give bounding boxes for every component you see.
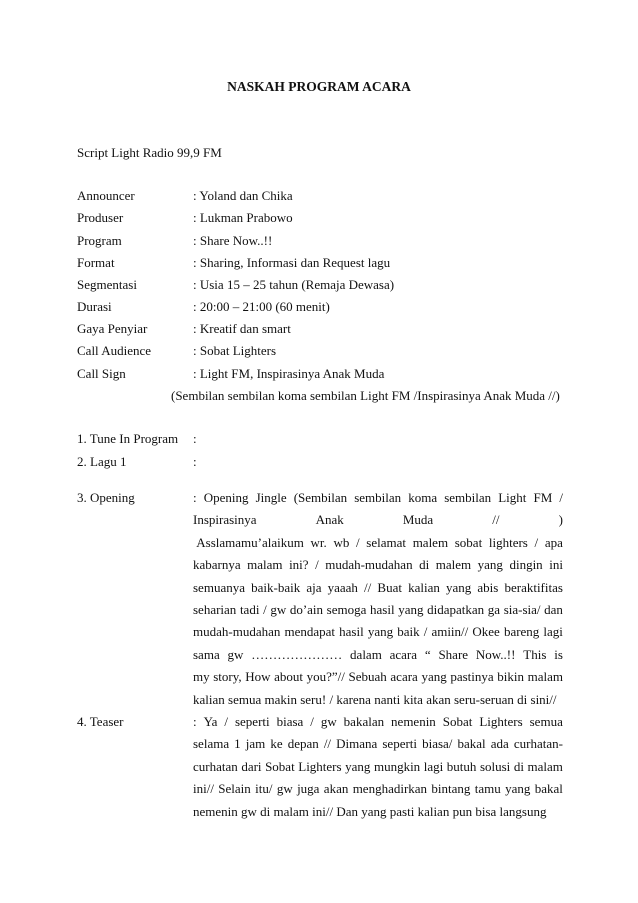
field-value-announcer: : Yoland dan Chika: [193, 188, 293, 203]
field-label-produser: Produser: [77, 210, 124, 225]
field-label-announcer: Announcer: [77, 188, 135, 203]
field-value-call-audience: : Sobat Lighters: [193, 343, 277, 358]
paragraph-line: my story, How about you?”// Sebuah acara yang pastinya bikin malam: [193, 669, 563, 685]
field-value-call-sign: : Light FM, Inspirasinya Anak Muda: [193, 366, 385, 381]
script-name: Script Light Radio 99,9 FM: [77, 145, 222, 160]
call-sign-note: (Sembilan sembilan koma sembilan Light FM /Inspirasinya Anak Muda //): [171, 388, 560, 403]
section-label-tune-in: 1. Tune In Program: [77, 431, 179, 446]
paragraph-line: sama gw ………………… dalam acara “ Share Now..!! This is: [193, 646, 563, 662]
paragraph-line: curhatan dari Sobat Lighters yang mungkin lagi butuh solusi di malam: [193, 758, 563, 774]
field-label-gaya-penyiar: Gaya Penyiar: [77, 321, 148, 336]
paragraph-line: seharian tadi / gw do’ain semoga hasil yang didapatkan ga sia-sia/ dan: [193, 601, 563, 617]
paragraph-line: Inspirasinya Anak Muda // ): [193, 512, 563, 528]
paragraph-line: kalian semua makin seru! / karena nanti kita akan seru-seruan di sini//: [193, 691, 557, 707]
document-title: NASKAH PROGRAM ACARA: [227, 79, 411, 94]
field-label-program: Program: [77, 233, 122, 248]
paragraph-line: mudah-mudahan mendapat hasil yang baik / amiin// Okee bareng lagi: [193, 624, 563, 640]
field-value-produser: : Lukman Prabowo: [193, 210, 293, 225]
teaser-paragraph: [193, 714, 563, 826]
paragraph-line: nemenin gw di malam ini// Dan yang pasti kalian pun bisa langsung: [193, 803, 547, 819]
paragraph-line: Asslamamu’alaikum wr. wb / selamat malem sobat lighters / apa: [193, 534, 563, 550]
field-label-segmentasi: Segmentasi: [77, 277, 137, 292]
paragraph-line: : Opening Jingle (Sembilan sembilan koma sembilan Light FM /: [193, 490, 563, 505]
section-value-lagu-1: :: [193, 454, 197, 469]
paragraph-line: kabarnya malam ini? / mudah-mudahan di malem yang dingin ini: [193, 557, 563, 573]
field-label-call-sign: Call Sign: [77, 366, 126, 381]
field-value-program: : Share Now..!!: [193, 233, 273, 248]
field-label-durasi: Durasi: [77, 299, 112, 314]
paragraph-line: selama 1 jam ke depan // Dimana seperti biasa/ bakal ada curhatan-: [193, 736, 563, 752]
section-label-opening: 3. Opening: [77, 490, 135, 505]
field-label-format: Format: [77, 255, 115, 270]
section-value-tune-in: :: [193, 431, 197, 446]
field-label-call-audience: Call Audience: [77, 343, 152, 358]
paragraph-line: : Ya / seperti biasa / gw bakalan nemenin Sobat Lighters semua: [193, 714, 563, 729]
opening-paragraph: [193, 490, 563, 714]
field-value-durasi: : 20:00 – 21:00 (60 menit): [193, 299, 330, 314]
field-value-format: : Sharing, Informasi dan Request lagu: [193, 255, 391, 270]
section-label-lagu-1: 2. Lagu 1: [77, 454, 127, 469]
section-label-teaser: 4. Teaser: [77, 714, 124, 729]
paragraph-line: semuanya baik-baik aja yaaah // Buat kalian yang abis beraktifitas: [193, 579, 563, 595]
field-value-segmentasi: : Usia 15 – 25 tahun (Remaja Dewasa): [193, 277, 395, 292]
field-value-gaya-penyiar: : Kreatif dan smart: [193, 321, 291, 336]
paragraph-line: ini// Selain itu/ gw juga akan menghadirkan bintang tamu yang bakal: [193, 781, 563, 797]
